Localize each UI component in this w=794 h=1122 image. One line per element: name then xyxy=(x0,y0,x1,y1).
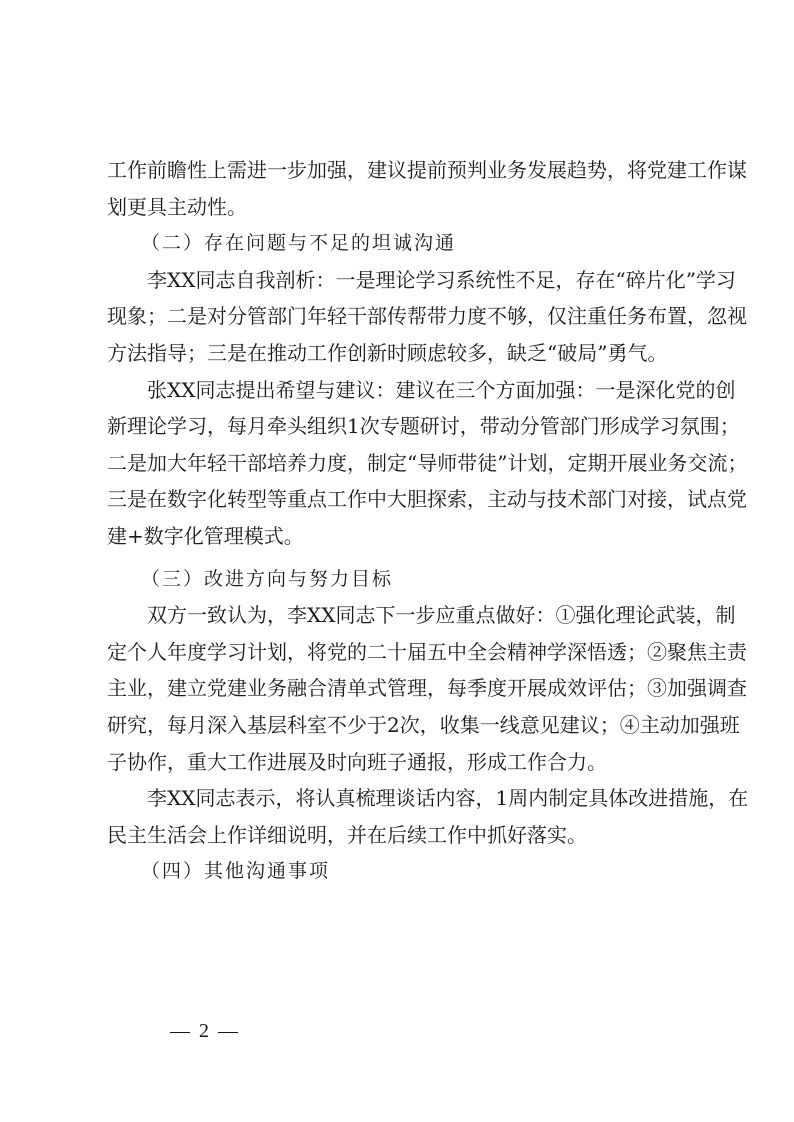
paragraph-line: 三是在数字化转型等重点工作中大胆探索，主动与技术部门对接，试点党 xyxy=(107,487,747,512)
paragraph-line: 现象；二是对分管部门年轻干部传帮带力度不够，仅注重任务布置，忽视 xyxy=(107,304,747,329)
section-heading xyxy=(107,225,687,262)
paragraph-line: 二是加大年轻干部培养力度，制定“导师带徒”计划，定期开展业务交流； xyxy=(107,450,748,475)
heading-text: （二）存在问题与不足的坦诚沟通 xyxy=(141,232,457,255)
paragraph-line: 划更具主动性。 xyxy=(107,194,247,219)
paragraph-line: 方法指导；三是在推动工作创新时顾虑较多，缺乏“破局”勇气。 xyxy=(107,340,668,365)
paragraph xyxy=(107,152,747,225)
paragraph-line: 定个人年度学习计划，将党的二十届五中全会精神学深悟透；②聚焦主责 xyxy=(107,639,747,664)
heading-text: （四）其他沟通事项 xyxy=(141,860,331,883)
paragraph xyxy=(107,780,749,853)
paragraph-line: 双方一致认为，李XX同志下一步应重点做好：①强化理论武装，制 xyxy=(147,603,736,628)
section-heading xyxy=(107,561,687,598)
paragraph-line: 工作前瞻性上需进一步加强，建议提前预判业务发展趋势，将党建工作谋 xyxy=(107,158,747,182)
paragraph-line: 新理论学习，每月牵头组织1次专题研讨，带动分管部门形成学习氛围； xyxy=(107,414,740,439)
document-body xyxy=(107,152,749,890)
paragraph-line: 李XX同志自我剖析：一是理论学习系统性不足，存在“碎片化”学习 xyxy=(147,267,736,292)
paragraph-line: 主业，建立党建业务融合清单式管理，每季度开展成效评估；③加强调查 xyxy=(107,676,747,701)
paragraph-line: 李XX同志表示，将认真梳理谈话内容，1周内制定具体改进措施，在 xyxy=(147,786,749,811)
paragraph-line: 民主生活会上作详细说明，并在后续工作中抓好落实。 xyxy=(107,822,587,847)
paragraph xyxy=(107,372,748,555)
paragraph-line: 建+数字化管理模式。 xyxy=(107,523,304,548)
paragraph-line: 张XX同志提出希望与建议：建议在三个方面加强：一是深化党的创 xyxy=(147,377,736,402)
heading-text: （三）改进方向与努力目标 xyxy=(141,567,394,590)
paragraph xyxy=(107,262,747,372)
paragraph xyxy=(107,597,747,780)
section-heading xyxy=(107,853,687,890)
page-number: — 2 — xyxy=(170,1020,240,1042)
paragraph-line: 研究，每月深入基层科室不少于2次，收集一线意见建议；④主动加强班 xyxy=(107,712,740,737)
paragraph-line: 子协作，重大工作进展及时向班子通报，形成工作合力。 xyxy=(107,749,607,774)
